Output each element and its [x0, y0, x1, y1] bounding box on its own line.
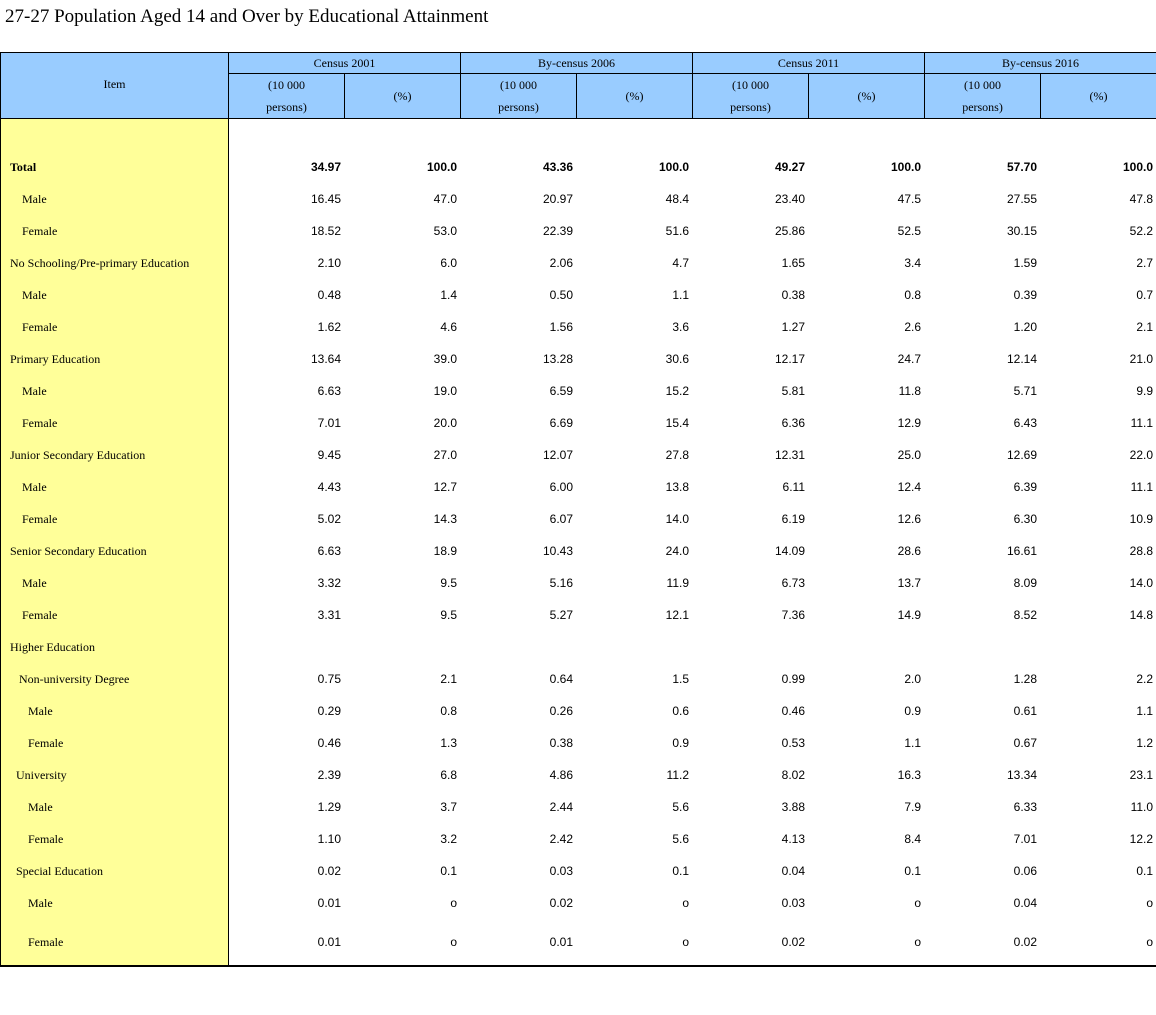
value-cell: 2.44	[549, 800, 574, 814]
value-cell: 0.46	[781, 704, 806, 718]
percent-cell: 6.8	[440, 768, 458, 782]
value-cell: 12.14	[1007, 352, 1038, 366]
row-label: Female	[1, 727, 229, 759]
pct-header: (%)	[577, 74, 693, 119]
item-header: Item	[1, 53, 229, 119]
value-cell	[461, 631, 577, 663]
value-cell: 30.15	[1007, 224, 1038, 238]
percent-cell: 8.4	[904, 832, 922, 846]
value-cell: 3.31	[317, 608, 341, 622]
row-label: Female	[1, 311, 229, 343]
unit-line1: (10 000	[500, 78, 538, 92]
percent-cell: 11.9	[666, 576, 690, 590]
value-cell: 0.03	[549, 864, 574, 878]
row-label: Total	[1, 151, 229, 183]
row-label: Male	[1, 695, 229, 727]
value-cell: 6.00	[549, 480, 574, 494]
table-row	[1, 759, 1156, 791]
value-cell: 0.53	[781, 736, 806, 750]
table-row	[1, 791, 1156, 823]
percent-cell: 9.9	[1136, 384, 1154, 398]
value-cell: 6.69	[549, 416, 574, 430]
value-cell	[229, 631, 345, 663]
value-cell: 0.64	[549, 672, 574, 686]
percent-cell: 14.3	[433, 512, 458, 526]
value-cell: 34.97	[310, 160, 341, 174]
table-row	[1, 183, 1156, 215]
value-cell: 0.48	[317, 288, 341, 302]
percent-cell: 13.8	[665, 480, 690, 494]
percent-cell: 9.5	[440, 608, 458, 622]
percent-cell: 25.0	[897, 448, 922, 462]
percent-cell	[809, 631, 925, 663]
value-cell: 6.33	[1013, 800, 1038, 814]
value-cell: 13.28	[542, 352, 574, 366]
percent-cell: o	[1146, 935, 1154, 949]
table-row	[1, 407, 1156, 439]
row-label: Female	[1, 919, 229, 966]
value-cell: 43.36	[542, 160, 574, 174]
percent-cell: 6.0	[440, 256, 458, 270]
table-row	[1, 471, 1156, 503]
value-cell: 5.71	[1013, 384, 1038, 398]
percent-cell: 22.0	[1129, 448, 1154, 462]
unit-header	[693, 74, 809, 119]
value-cell: 18.52	[310, 224, 341, 238]
row-label: Male	[1, 791, 229, 823]
percent-cell: 47.0	[433, 192, 458, 206]
table-row	[1, 215, 1156, 247]
value-cell: 8.52	[1013, 608, 1038, 622]
row-label: Male	[1, 567, 229, 599]
value-cell: 1.28	[1013, 672, 1038, 686]
value-cell: 0.38	[549, 736, 574, 750]
value-cell: 23.40	[774, 192, 806, 206]
percent-cell: o	[914, 935, 922, 949]
value-cell: 6.39	[1013, 480, 1038, 494]
value-cell: 1.56	[549, 320, 574, 334]
value-cell: 4.43	[317, 480, 341, 494]
group-header-bycensus-2006: By-census 2006	[461, 53, 693, 74]
value-cell: 1.65	[781, 256, 806, 270]
table-row	[1, 311, 1156, 343]
percent-cell: 27.8	[665, 448, 690, 462]
page-title: 27-27 Population Aged 14 and Over by Educational Attainment	[5, 6, 489, 27]
percent-cell: 0.8	[904, 288, 922, 302]
percent-cell: 28.8	[1129, 544, 1154, 558]
education-table	[0, 52, 1156, 967]
percent-cell: 1.5	[672, 672, 690, 686]
value-cell: 6.11	[782, 480, 806, 494]
value-cell: 0.75	[317, 672, 341, 686]
percent-cell: 53.0	[433, 224, 458, 238]
value-cell: 1.27	[781, 320, 806, 334]
percent-cell: 0.7	[1136, 288, 1154, 302]
group-header-census-2001: Census 2001	[229, 53, 461, 74]
value-cell: 49.27	[774, 160, 806, 174]
table-row	[1, 631, 1156, 663]
value-cell: 0.01	[317, 896, 341, 910]
value-cell: 0.01	[317, 935, 341, 949]
value-cell: 0.26	[549, 704, 574, 718]
row-label: Junior Secondary Education	[1, 439, 229, 471]
percent-cell: 1.1	[904, 736, 922, 750]
percent-cell: 100.0	[891, 160, 922, 174]
value-cell: 7.01	[1013, 832, 1038, 846]
row-label: Male	[1, 183, 229, 215]
pct-header: (%)	[809, 74, 925, 119]
percent-cell: 1.2	[1136, 736, 1154, 750]
unit-line1: (10 000	[732, 78, 770, 92]
percent-cell: 1.1	[672, 288, 690, 302]
percent-cell: 47.8	[1129, 192, 1154, 206]
table-row	[1, 663, 1156, 695]
row-label: Senior Secondary Education	[1, 535, 229, 567]
value-cell: 0.61	[1013, 704, 1038, 718]
percent-cell: 9.5	[440, 576, 458, 590]
value-cell: 0.02	[1013, 935, 1038, 949]
value-cell: 13.64	[310, 352, 341, 366]
percent-cell: 100.0	[1123, 160, 1154, 174]
value-cell: 5.16	[549, 576, 574, 590]
row-label: Male	[1, 279, 229, 311]
table-row	[1, 343, 1156, 375]
percent-cell: o	[450, 935, 458, 949]
percent-cell: 52.2	[1129, 224, 1154, 238]
value-cell: 57.70	[1007, 160, 1038, 174]
percent-cell: 3.2	[440, 832, 458, 846]
percent-cell: 14.8	[1129, 608, 1154, 622]
percent-cell: o	[914, 896, 922, 910]
row-label: Higher Education	[1, 631, 229, 663]
percent-cell: 11.8	[898, 384, 922, 398]
value-cell	[693, 631, 809, 663]
percent-cell: o	[682, 935, 690, 949]
row-label: Female	[1, 215, 229, 247]
group-header-bycensus-2016: By-census 2016	[925, 53, 1156, 74]
value-cell: 3.88	[781, 800, 806, 814]
value-cell: 16.45	[310, 192, 341, 206]
percent-cell: 19.0	[433, 384, 458, 398]
percent-cell	[345, 631, 461, 663]
percent-cell: 3.6	[672, 320, 690, 334]
percent-cell: 3.4	[904, 256, 922, 270]
table-row	[1, 567, 1156, 599]
percent-cell: 12.7	[433, 480, 458, 494]
percent-cell: 12.6	[897, 512, 922, 526]
pct-header: (%)	[1041, 74, 1156, 119]
percent-cell: 0.1	[440, 864, 458, 878]
value-cell: 0.06	[1013, 864, 1038, 878]
value-cell: 27.55	[1007, 192, 1038, 206]
pct-header: (%)	[345, 74, 461, 119]
row-label: Female	[1, 823, 229, 855]
percent-cell: 2.1	[1136, 320, 1154, 334]
percent-cell: 11.2	[666, 768, 690, 782]
value-cell: 1.10	[317, 832, 341, 846]
value-cell: 0.04	[781, 864, 806, 878]
table-row	[1, 855, 1156, 887]
percent-cell	[577, 631, 693, 663]
percent-cell: 7.9	[904, 800, 922, 814]
value-cell: 4.86	[549, 768, 574, 782]
value-cell: 8.09	[1013, 576, 1038, 590]
unit-line2: persons)	[266, 100, 307, 114]
value-cell: 0.46	[317, 736, 341, 750]
table-row	[1, 279, 1156, 311]
percent-cell: 11.0	[1130, 800, 1154, 814]
percent-cell: 14.0	[665, 512, 690, 526]
row-label: No Schooling/Pre-primary Education	[1, 247, 229, 279]
percent-cell: 11.1	[1130, 416, 1154, 430]
value-cell: 12.07	[542, 448, 574, 462]
row-label: Male	[1, 375, 229, 407]
percent-cell: 23.1	[1129, 768, 1154, 782]
row-label: Non-university Degree	[1, 663, 229, 695]
percent-cell: 48.4	[665, 192, 690, 206]
percent-cell: 0.6	[672, 704, 690, 718]
percent-cell: 14.0	[1129, 576, 1154, 590]
table-row	[1, 375, 1156, 407]
percent-cell: 18.9	[433, 544, 458, 558]
value-cell: 6.36	[781, 416, 806, 430]
percent-cell: 47.5	[897, 192, 922, 206]
percent-cell	[1041, 631, 1156, 663]
unit-line1: (10 000	[964, 78, 1002, 92]
percent-cell: 30.6	[665, 352, 690, 366]
percent-cell: 14.9	[897, 608, 922, 622]
table-row	[1, 599, 1156, 631]
value-cell: 3.32	[317, 576, 341, 590]
spacer-row	[1, 119, 1156, 152]
value-cell: 0.04	[1013, 896, 1038, 910]
percent-cell: 21.0	[1129, 352, 1154, 366]
percent-cell: 15.2	[665, 384, 690, 398]
row-label: Female	[1, 407, 229, 439]
percent-cell: 0.1	[904, 864, 922, 878]
value-cell: 9.45	[317, 448, 341, 462]
percent-cell: 1.1	[1136, 704, 1154, 718]
value-cell: 0.29	[317, 704, 341, 718]
value-cell: 6.43	[1013, 416, 1038, 430]
value-cell: 1.20	[1013, 320, 1038, 334]
value-cell: 0.50	[549, 288, 574, 302]
percent-cell: 52.5	[897, 224, 922, 238]
value-cell	[925, 631, 1041, 663]
value-cell: 0.99	[781, 672, 806, 686]
percent-cell: 1.4	[440, 288, 458, 302]
percent-cell: 10.9	[1129, 512, 1154, 526]
table-row	[1, 727, 1156, 759]
percent-cell: 1.3	[440, 736, 458, 750]
table-row	[1, 151, 1156, 183]
value-cell: 2.39	[317, 768, 341, 782]
percent-cell: o	[1146, 896, 1154, 910]
percent-cell: 0.8	[440, 704, 458, 718]
table-row	[1, 535, 1156, 567]
value-cell: 1.62	[317, 320, 341, 334]
value-cell: 0.38	[781, 288, 806, 302]
table-row	[1, 503, 1156, 535]
percent-cell: 0.1	[672, 864, 690, 878]
table-row	[1, 695, 1156, 727]
percent-cell: 12.4	[897, 480, 922, 494]
percent-cell: o	[682, 896, 690, 910]
percent-cell: 4.7	[672, 256, 690, 270]
value-cell: 2.42	[549, 832, 574, 846]
percent-cell: 24.0	[665, 544, 690, 558]
value-cell: 1.59	[1013, 256, 1038, 270]
percent-cell: 2.1	[440, 672, 458, 686]
value-cell: 12.17	[774, 352, 806, 366]
value-cell: 25.86	[774, 224, 806, 238]
table-bottom-rule	[1, 966, 1156, 967]
percent-cell: 100.0	[426, 160, 458, 174]
table-row	[1, 823, 1156, 855]
percent-cell: 2.7	[1136, 256, 1154, 270]
row-label: Male	[1, 471, 229, 503]
value-cell: 0.02	[549, 896, 574, 910]
unit-header	[461, 74, 577, 119]
value-cell: 6.63	[317, 544, 341, 558]
group-header-census-2011: Census 2011	[693, 53, 925, 74]
table-row	[1, 887, 1156, 919]
percent-cell: 0.9	[672, 736, 690, 750]
row-label: Male	[1, 887, 229, 919]
percent-cell: 2.2	[1136, 672, 1154, 686]
row-label: University	[1, 759, 229, 791]
percent-cell: 12.2	[1129, 832, 1154, 846]
percent-cell: 100.0	[658, 160, 690, 174]
percent-cell: 5.6	[672, 832, 690, 846]
percent-cell: 13.7	[897, 576, 922, 590]
value-cell: 0.01	[549, 935, 574, 949]
percent-cell: 5.6	[672, 800, 690, 814]
value-cell: 22.39	[542, 224, 574, 238]
unit-line2: persons)	[962, 100, 1003, 114]
value-cell: 0.39	[1013, 288, 1038, 302]
percent-cell: 0.9	[904, 704, 922, 718]
table-row	[1, 247, 1156, 279]
unit-line2: persons)	[498, 100, 539, 114]
value-cell: 5.27	[549, 608, 574, 622]
percent-cell: 20.0	[433, 416, 458, 430]
value-cell: 0.02	[317, 864, 341, 878]
percent-cell: 0.1	[1136, 864, 1154, 878]
value-cell: 0.03	[781, 896, 806, 910]
value-cell: 1.29	[317, 800, 341, 814]
percent-cell: 51.6	[665, 224, 690, 238]
row-label: Primary Education	[1, 343, 229, 375]
value-cell: 6.73	[781, 576, 806, 590]
unit-header	[925, 74, 1041, 119]
percent-cell: 3.7	[440, 800, 458, 814]
value-cell: 6.07	[549, 512, 574, 526]
value-cell: 6.19	[781, 512, 806, 526]
percent-cell: 2.6	[904, 320, 922, 334]
percent-cell: 2.0	[904, 672, 922, 686]
value-cell: 5.02	[317, 512, 341, 526]
table-row	[1, 439, 1156, 471]
row-label: Female	[1, 599, 229, 631]
percent-cell: 39.0	[433, 352, 458, 366]
value-cell: 6.59	[549, 384, 574, 398]
value-cell: 8.02	[781, 768, 806, 782]
value-cell: 14.09	[774, 544, 806, 558]
value-cell: 7.01	[317, 416, 341, 430]
percent-cell: 12.9	[897, 416, 922, 430]
row-label: Female	[1, 503, 229, 535]
value-cell: 6.30	[1013, 512, 1038, 526]
value-cell: 2.06	[549, 256, 574, 270]
percent-cell: 16.3	[897, 768, 922, 782]
percent-cell: 12.1	[665, 608, 690, 622]
unit-line2: persons)	[730, 100, 771, 114]
value-cell: 0.67	[1013, 736, 1038, 750]
value-cell: 20.97	[542, 192, 574, 206]
percent-cell: 4.6	[440, 320, 458, 334]
value-cell: 0.02	[781, 935, 806, 949]
percent-cell: 11.1	[1130, 480, 1154, 494]
value-cell: 10.43	[542, 544, 574, 558]
value-cell: 12.69	[1007, 448, 1038, 462]
percent-cell: 15.4	[665, 416, 690, 430]
value-cell: 13.34	[1007, 768, 1038, 782]
value-cell: 2.10	[317, 256, 341, 270]
row-label: Special Education	[1, 855, 229, 887]
unit-line1: (10 000	[268, 78, 305, 92]
percent-cell: 27.0	[433, 448, 458, 462]
value-cell: 16.61	[1007, 544, 1038, 558]
percent-cell: o	[450, 896, 458, 910]
value-cell: 7.36	[781, 608, 806, 622]
value-cell: 4.13	[781, 832, 806, 846]
percent-cell: 28.6	[897, 544, 922, 558]
value-cell: 6.63	[317, 384, 341, 398]
value-cell: 5.81	[781, 384, 806, 398]
unit-header	[229, 74, 345, 119]
value-cell: 12.31	[774, 448, 806, 462]
table-row	[1, 919, 1156, 966]
percent-cell: 24.7	[897, 352, 922, 366]
